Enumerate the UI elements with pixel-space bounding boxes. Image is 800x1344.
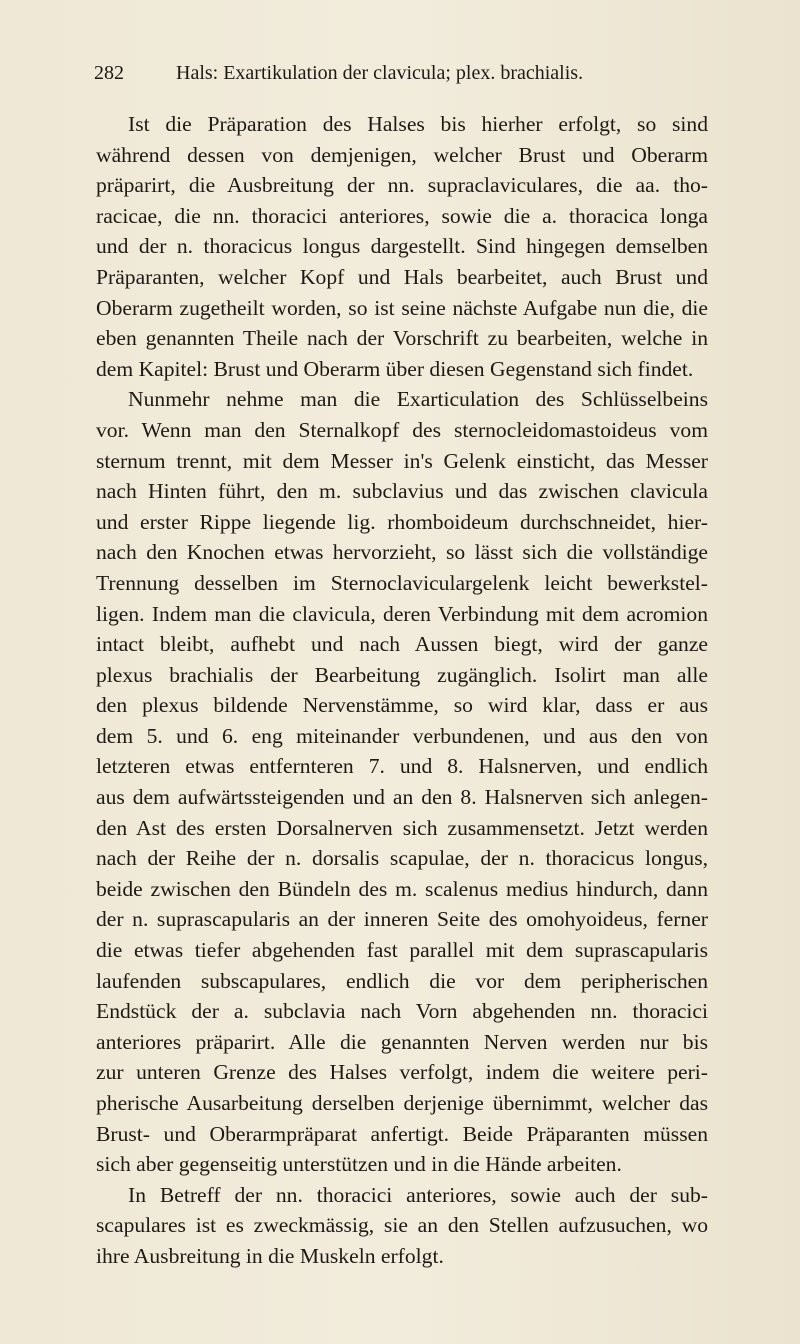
text-line: Brust- und Oberarmpräparat anfertigt. Beide Präparanten müssen [96, 1121, 708, 1146]
text-line: Präparanten, welcher Kopf und Hals bearbeitet, auch Brust und [96, 264, 708, 289]
text-line: racicae, die nn. thoracici anteriores, sowie die a. thoracica longa [96, 203, 708, 228]
text-line: aus dem aufwärtssteigenden und an den 8. Halsnerven sich anlegen- [96, 785, 708, 810]
text-line: Trennung desselben im Sternoclaviculargelenk leicht bewerkstel- [96, 570, 708, 595]
text-line: Oberarm zugetheilt worden, so ist seine nächste Aufgabe nun die, die [96, 295, 708, 320]
text-line: ihre Ausbreitung in die Muskeln erfolgt. [96, 1243, 444, 1268]
text-line: während dessen von demjenigen, welcher Brust und Oberarm [96, 142, 708, 167]
text-line: ligen. Indem man die clavicula, deren Verbindung mit dem acromion [96, 601, 708, 626]
text-line: plexus brachialis der Bearbeitung zugänglich. Isolirt man alle [96, 662, 708, 687]
text-line: scapulares ist es zweckmässig, sie an den Stellen aufzusuchen, wo [96, 1213, 708, 1238]
text-line: sternum trennt, mit dem Messer in's Gelenk einsticht, das Messer [96, 448, 708, 473]
paragraph [96, 1180, 708, 1272]
text-line: nach Hinten führt, den m. subclavius und das zwischen clavicula [96, 479, 708, 504]
text-line: nach der Reihe der n. dorsalis scapulae, der n. thoracicus longus, [96, 846, 708, 871]
text-line: und der n. thoracicus longus dargestellt. Sind hingegen demselben [96, 234, 708, 259]
text-line: eben genannten Theile nach der Vorschrift zu bearbeiten, welche in [96, 326, 708, 351]
body-text [96, 109, 708, 1272]
paragraph [96, 109, 708, 384]
text-line: nach den Knochen etwas hervorzieht, so lässt sich die vollständige [96, 540, 708, 565]
text-line: den plexus bildende Nervenstämme, so wird klar, dass er aus [96, 693, 708, 718]
paragraph [96, 384, 708, 1179]
text-line: dem Kapitel: Brust und Oberarm über diesen Gegenstand sich findet. [96, 356, 694, 381]
text-line: pherische Ausarbeitung derselben derjenige übernimmt, welcher das [96, 1091, 708, 1115]
text-line: dem 5. und 6. eng miteinander verbundenen, und aus den von [96, 723, 708, 748]
text-line: zur unteren Grenze des Halses verfolgt, indem die weitere peri- [96, 1060, 708, 1085]
text-line: anteriores präparirt. Alle die genannten Nerven werden nur bis [96, 1029, 708, 1054]
page-number: 282 [94, 62, 124, 84]
text-line: vor. Wenn man den Sternalkopf des sternocleidomastoideus vom [96, 417, 708, 442]
text-line: den Ast des ersten Dorsalnerven sich zusammensetzt. Jetzt werden [96, 815, 708, 840]
text-line: beide zwischen den Bündeln des m. scalenus medius hindurch, dann [96, 876, 708, 901]
text-line: die etwas tiefer abgehenden fast parallel mit dem suprascapularis [96, 938, 708, 963]
text-line: Endstück der a. subclavia nach Vorn abgehenden nn. thoracici [96, 999, 708, 1024]
text-line: Ist die Präparation des Halses bis hierher erfolgt, so sind [128, 112, 708, 136]
text-line: der n. suprascapularis an der inneren Seite des omohyoideus, ferner [96, 907, 708, 932]
text-line: und erster Rippe liegende lig. rhomboideum durchschneidet, hier- [96, 509, 708, 534]
text-line: sich aber gegenseitig unterstützen und in die Hände arbeiten. [96, 1152, 622, 1177]
page-header [94, 58, 694, 88]
text-line: präparirt, die Ausbreitung der nn. supraclaviculares, die aa. tho- [96, 173, 708, 198]
text-line: Nunmehr nehme man die Exarticulation des Schlüsselbeins [128, 387, 708, 412]
text-line: letzteren etwas entfernteren 7. und 8. Halsnerven, und endlich [96, 754, 708, 779]
running-title: Hals: Exartikulation der clavicula; plex. brachialis. [176, 62, 584, 84]
text-line: intact bleibt, aufhebt und nach Aussen biegt, wird der ganze [96, 632, 708, 657]
text-line: laufenden subscapulares, endlich die vor dem peripherischen [96, 968, 708, 993]
text-line: In Betreff der nn. thoracici anteriores, sowie auch der sub- [128, 1182, 708, 1207]
